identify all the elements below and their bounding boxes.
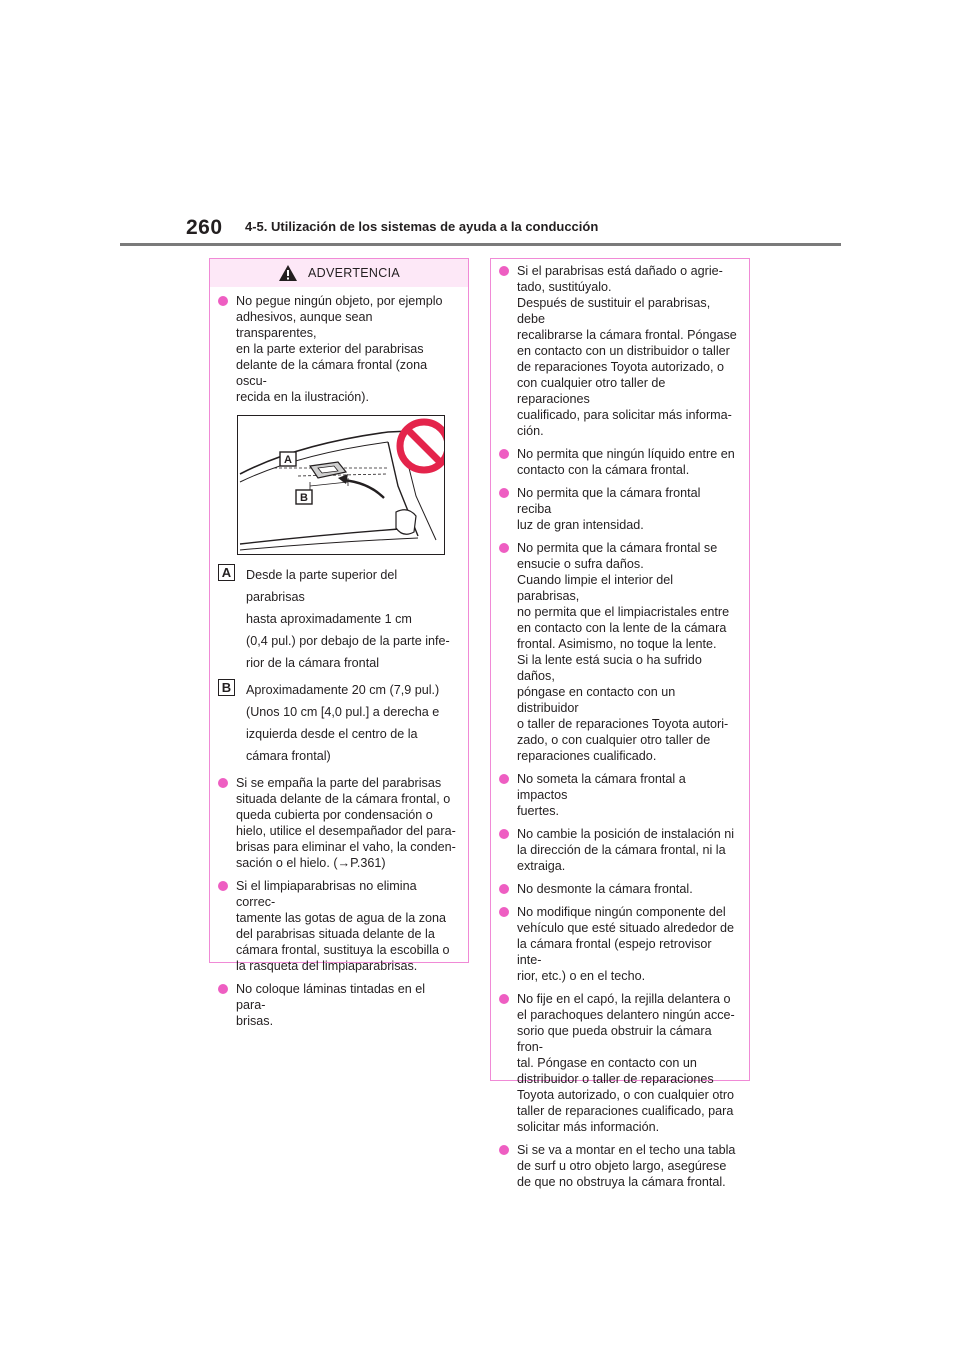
legend-item-b [218, 679, 456, 767]
bullet-dot [499, 266, 509, 276]
legend-text-a: Desde la parte superior del parabrisas hasta aproximadamente 1 cm (0,4 pul.) por debajo de la parte infe- rior de la cámara frontal [246, 568, 450, 670]
list-item [499, 485, 737, 533]
figure-label-b: B [300, 492, 308, 504]
figure-label-a: A [284, 454, 292, 466]
header-rule [120, 243, 841, 246]
section-title: 4-5. Utilización de los sistemas de ayuda a la conducción [245, 219, 599, 234]
bullet-text: No fije en el capó, la rejilla delantera o el parachoques delantero ningún acce- sorio que pueda obstruir la cámara fron- tal. Póngase en contacto con un distribuidor o taller de reparaciones Toyota autorizado, o con cualquier otro taller de reparaciones cualificado, para solicitar más información. [517, 992, 735, 1134]
list-item [499, 881, 737, 897]
bullet-dot [499, 774, 509, 784]
bullet-dot [499, 907, 509, 917]
bullet-text: No cambie la posición de instalación ni la dirección de la cámara frontal, ni la extraiga. [517, 827, 735, 873]
warning-panel-right [490, 258, 750, 1189]
warning-title: ADVERTENCIA [308, 266, 400, 280]
page-number: 260 [186, 216, 223, 239]
list-item [499, 1142, 737, 1190]
bullet-dot [499, 449, 509, 459]
list-item [499, 771, 737, 819]
bullet-text: No modifique ningún componente del vehículo que esté situado alrededor de la cámara frontal (espejo retrovisor inte- rior, etc.) o en el techo. [517, 905, 735, 983]
bullet-dot [499, 488, 509, 498]
list-item [218, 775, 456, 871]
bullet-dot [499, 884, 509, 894]
warning-triangle-icon [278, 264, 298, 282]
bullet-text: No permita que la cámara frontal se ensucie o sufra daños. Cuando limpie el interior del parabrisas, no permita que el limpiacristales entre en contacto con la lente de la cámara frontal. Asimismo, no toque la lente. Si la lente está sucia o ha sufrido daños, póngase en contacto con un distribuidor o taller de reparaciones Toyota autori- zado, o con cualquier otro taller de reparaciones cualificado. [517, 541, 730, 763]
bullet-text: Si se va a montar en el techo una tabla de surf u otro objeto largo, asegúrese de que no obstruya la cámara frontal. [517, 1143, 736, 1189]
list-item [499, 540, 737, 764]
bullet-dot [218, 296, 228, 306]
bullet-dot [499, 543, 509, 553]
legend-text-b: Aproximadamente 20 cm (7,9 pul.) (Unos 10 cm [4,0 pul.] a derecha e izquierda desde el centro de la cámara frontal) [246, 683, 440, 763]
bullet-dot [499, 829, 509, 839]
bullet-text: No desmonte la cámara frontal. [517, 882, 693, 896]
bullet-text: No coloque láminas tintadas en el para- brisas. [236, 982, 426, 1028]
list-item [499, 991, 737, 1135]
bullet-dot [218, 778, 228, 788]
bullet-dot [499, 994, 509, 1004]
prohibited-icon [400, 422, 444, 470]
bullet-text: No permita que la cámara frontal reciba luz de gran intensidad. [517, 486, 701, 532]
list-item [499, 263, 737, 439]
list-item [218, 981, 456, 1029]
bullet-dot [218, 881, 228, 891]
legend-item-a [218, 564, 456, 674]
illustration-drawing [238, 416, 444, 554]
list-item [218, 293, 456, 405]
bullet-text: No permita que ningún líquido entre en contacto con la cámara frontal. [517, 447, 735, 477]
list-item [499, 826, 737, 874]
bullet-text: Si el limpiaparabrisas no elimina correc- tamente las gotas de agua de la zona del parabrisas situada delante de la cámara frontal, sustituya la escobilla o la rasqueta del limpiaparabrisas. [236, 879, 450, 973]
bullet-text: No pegue ningún objeto, por ejemplo adhesivos, aunque sean transparentes, en la parte exterior del parabrisas delante de la cámara frontal (zona oscu- recida en la ilustración). [236, 294, 443, 404]
list-item [218, 878, 456, 974]
legend-badge-a [218, 564, 235, 581]
legend-badge-b [218, 679, 235, 696]
list-item [499, 904, 737, 984]
legend-badge-a-text: A [219, 565, 234, 580]
bullet-dot [499, 1145, 509, 1155]
windshield-camera-illustration [237, 415, 445, 555]
bullet-dot [218, 984, 228, 994]
bullet-text: Si se empaña la parte del parabrisas situada delante de la cámara frontal, o queda cubierta por condensación o hielo, utilice el desempañador del para- brisas para eliminar el vaho, la conden- sación o el hielo. (→P.361) [236, 776, 456, 870]
legend-badge-b-text: B [219, 680, 234, 695]
list-item [499, 446, 737, 478]
warning-panel-left [209, 258, 469, 1028]
bullet-text: Si el parabrisas está dañado o agrie- tado, sustitúyalo. Después de sustituir el parabrisas, debe recalibrarse la cámara frontal. Póngase en contacto con un distribuidor o taller de reparaciones Toyota autorizado, o con cualquier otro taller de reparaciones cualificado, para solicitar más informa- ción. [517, 264, 737, 438]
bullet-text: No someta la cámara frontal a impactos fuertes. [517, 772, 686, 818]
warning-header [210, 259, 468, 287]
